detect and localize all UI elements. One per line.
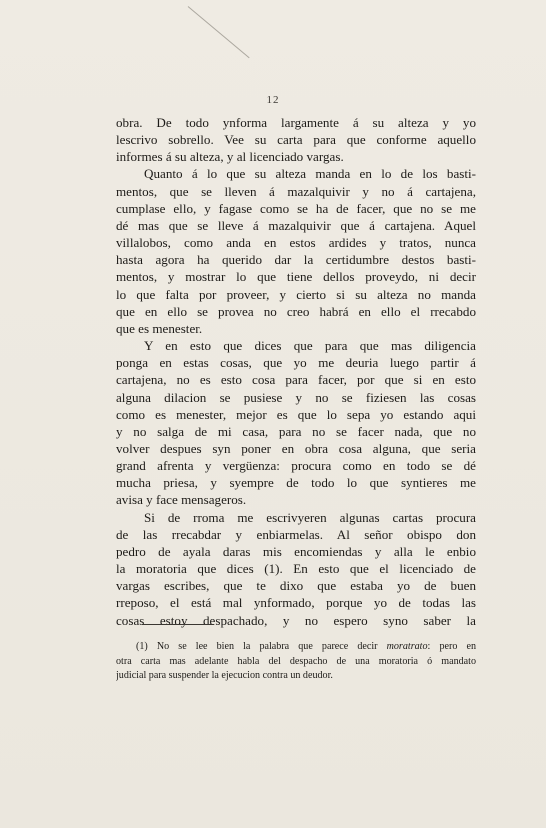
text-line: villalobos, como anda en estos ardides y tratos, nunca — [116, 235, 476, 251]
text-line: vargas escribes, que te dixo que estaba yo de buen — [116, 578, 476, 594]
text-line: cartajena, no es esto cosa para facer, por que si en esto — [116, 372, 476, 388]
text-line: lo que falta por proveer, y cierto si su alteza no manda — [116, 286, 476, 302]
text-line: Si de rroma me escrivyeren algunas cartas procura — [144, 509, 476, 525]
text-line: Quanto á lo que su alteza manda en lo de los basti- — [144, 166, 476, 182]
text-line: alguna dilacion se pusiese y no se fiziesen las cosas — [116, 389, 476, 405]
text-line: hasta agora ha querido dar la certidumbre destos basti- — [116, 252, 476, 268]
text-line: rreposo, el está mal ynformado, porque yo de todas las — [116, 595, 476, 611]
footnote-line: (1) No se lee bien la palabra que parece decir moratrato: pero en — [136, 641, 476, 652]
text-line: mucha priesa, y syempre de todo lo que syntieres me — [116, 475, 476, 491]
text-line: dé mas que se lleve á mazalquivir que á cartajena. Aquel — [116, 217, 476, 233]
text-line: ponga en estas cosas, que yo me deuria luego partir á — [116, 355, 476, 371]
text-line: lescrivo sobrello. Vee su carta para que conforme aquello — [116, 132, 476, 148]
text-line: avisa y face mensageros. — [116, 492, 247, 508]
text-line: como es menester, mejor es que lo sepa yo estando aqui — [116, 406, 476, 422]
text-line: cosas estoy despachado, y no espero syno saber la — [116, 612, 476, 628]
page-number: 12 — [266, 94, 280, 106]
text-line: y no salga de mi casa, para no se facer nada, que no — [116, 423, 476, 439]
text-line: de las rrecabdar y enbiarmelas. Al señor obispo don — [116, 526, 476, 542]
text-line: que es menester. — [116, 320, 203, 336]
footnote-separator — [142, 624, 214, 625]
text-line: mentos, que se lleven á mazalquivir y no á cartajena, — [116, 183, 476, 199]
body-text — [116, 114, 476, 629]
text-line: informes á su alteza, y al licenciado vargas. — [116, 149, 344, 165]
footnote-line: otra carta mas adelante habla del despacho de una moratoria ó mandato — [116, 655, 476, 667]
text-line: volver despues syn poner en obra cosa alguna, que seria — [116, 440, 476, 456]
text-line: cumplase ello, y fagase como se ha de facer, que no se me — [116, 200, 476, 216]
text-line: la moratoria que dices (1). En esto que el licenciado de — [116, 561, 476, 577]
footnote-line: judicial para suspender la ejecucion contra un deudor. — [116, 670, 333, 681]
text-line: obra. De todo ynforma largamente á su alteza y yo — [116, 115, 476, 130]
text-line: mentos, y mostrar lo que tiene dellos proveydo, ni decir — [116, 269, 476, 285]
text-line: grand afrenta y vergüenza: procura como en todo se dé — [116, 458, 476, 474]
footnote — [116, 640, 476, 684]
text-line: pedro de ayala daras mis encomiendas y alla le enbio — [116, 543, 476, 559]
text-line: Y en esto que dices que para que mas diligencia — [144, 338, 476, 354]
text-line: que en ello se provea no creo habrá en ello el rrecabdo — [116, 303, 476, 319]
paper-scratch-mark — [188, 6, 250, 58]
